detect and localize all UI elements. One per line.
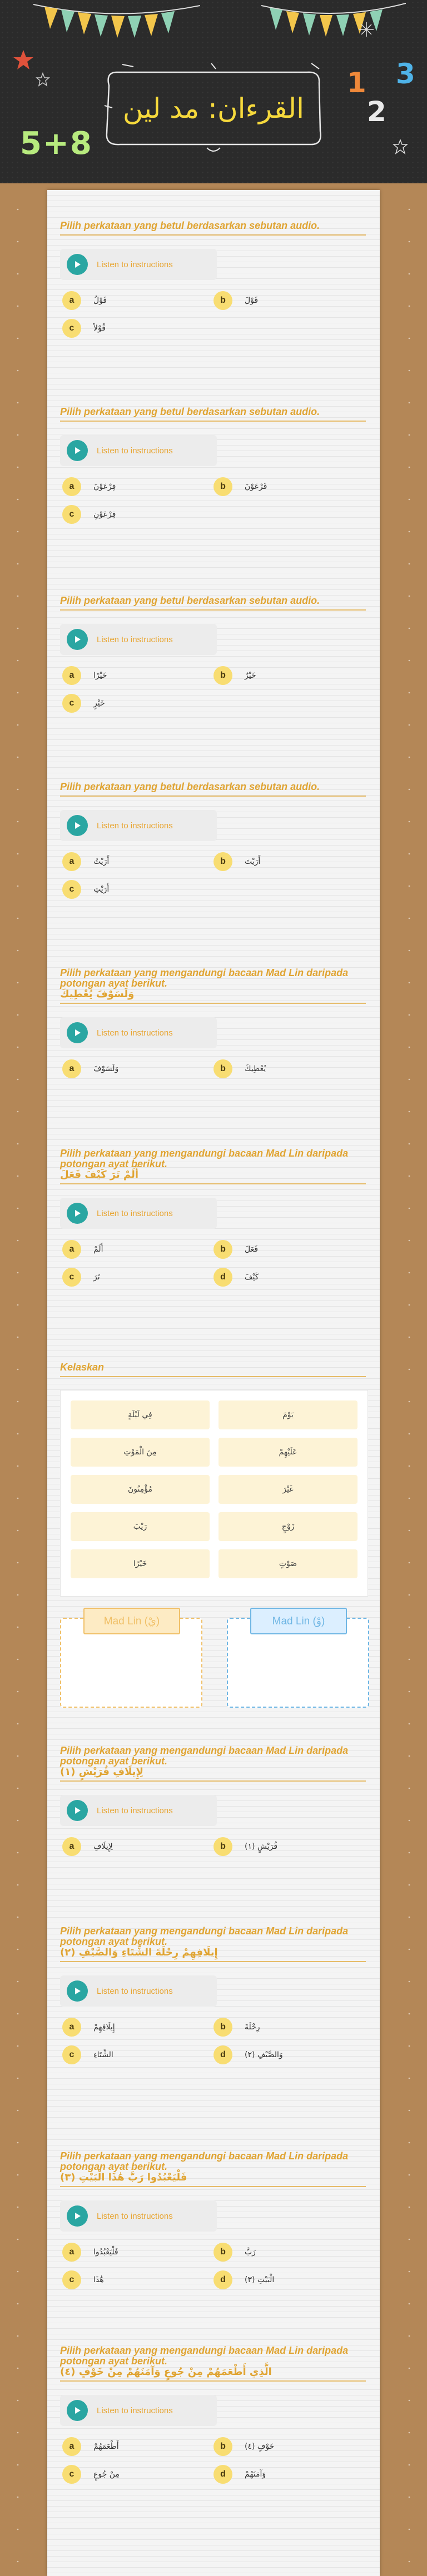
option-letter-badge: c [62, 2045, 81, 2064]
question-block [60, 968, 367, 1115]
option-letter-badge: b [214, 852, 232, 871]
listen-instructions-button[interactable] [60, 435, 217, 466]
option-text: فِرْعَوْنَ [93, 482, 116, 491]
answer-option-b[interactable] [214, 666, 256, 685]
option-text: رَبَّ [245, 2248, 256, 2257]
question-prompt-text: Pilih perkataan yang betul berdasarkan sebutan audio. [60, 220, 320, 231]
question-block [60, 2345, 367, 2493]
deco-number-3: 3 [396, 58, 415, 90]
listen-instructions-button[interactable] [60, 1975, 217, 2007]
sort-prompt-text: Kelaskan [60, 1362, 366, 1377]
question-prompt-text: Pilih perkataan yang mengandungi bacaan Mad Lin daripada potongan ayat berikut. [60, 1925, 349, 1947]
play-icon[interactable] [67, 2205, 88, 2227]
quran-verse: وَلَسَوْفَ يُعْطِيكَ [60, 988, 135, 1000]
answer-option-c[interactable] [62, 1268, 100, 1287]
quran-verse: الَّذِي أَطْعَمَهُمْ مِنْ جُوعٍ وَآمَنَهُمْ مِنْ خَوْفٍ (٤) [60, 2366, 272, 2378]
answer-option-b[interactable] [214, 1059, 266, 1078]
option-text: أَطْعَمَهُمْ [93, 2442, 119, 2451]
option-letter-badge: c [62, 505, 81, 524]
option-letter-badge: b [214, 2243, 232, 2262]
title-frame [100, 61, 327, 156]
option-letter-badge: d [214, 2465, 232, 2484]
quran-verse: أَلَمْ تَرَ كَيْفَ فَعَلَ [60, 1169, 139, 1181]
play-icon[interactable] [67, 254, 88, 275]
question-prompt [60, 596, 366, 611]
draggable-word-chip[interactable]: مِنَ الْمَوْتِ [71, 1438, 210, 1467]
question-block [60, 782, 367, 908]
question-prompt [60, 782, 366, 797]
option-letter-badge: b [214, 1837, 232, 1856]
question-block [60, 221, 367, 347]
option-letter-badge: a [62, 852, 81, 871]
option-text: أَرَيْتِ [93, 885, 110, 894]
draggable-word-chip[interactable]: صَوْتٍ [219, 1549, 358, 1578]
option-text: قُرَيْشٍ (١) [245, 1842, 278, 1851]
option-letter-badge: b [214, 1240, 232, 1259]
play-icon[interactable] [67, 1980, 88, 2002]
play-icon[interactable] [67, 815, 88, 836]
listen-label: Listen to instructions [97, 634, 173, 644]
option-letter-badge: c [62, 319, 81, 338]
answer-option-d[interactable] [214, 2045, 283, 2064]
option-letter-badge: a [62, 2243, 81, 2262]
option-text: قَوْلَ [245, 296, 259, 305]
option-text: خَيْرًا [93, 671, 107, 680]
answer-options [60, 666, 367, 722]
answer-option-b[interactable] [214, 2243, 256, 2262]
answer-option-b[interactable] [214, 1240, 258, 1259]
option-text: أَلَمْ [93, 1245, 103, 1254]
question-prompt-text: Pilih perkataan yang mengandungi bacaan Mad Lin daripada potongan ayat berikut. [60, 967, 349, 989]
option-text: فَرْعَوْنَ [245, 482, 267, 491]
option-text: وَالصَّيْفِ (٢) [245, 2050, 283, 2059]
answer-option-c[interactable] [62, 2465, 120, 2484]
question-block [60, 1745, 367, 1893]
option-letter-badge: a [62, 2437, 81, 2456]
deco-number-1: 1 [347, 67, 366, 99]
listen-label: Listen to instructions [97, 1986, 173, 1996]
draggable-word-chip[interactable]: يَوْمَ [219, 1400, 358, 1429]
listen-instructions-button[interactable] [60, 624, 217, 655]
option-text: فَلْيَعْبُدُوا [93, 2248, 118, 2257]
option-text: فِرْعَوْنِ [93, 510, 116, 519]
question-prompt [60, 968, 366, 1004]
question-prompt [60, 2151, 366, 2187]
listen-instructions-button[interactable] [60, 1198, 217, 1229]
question-prompt [60, 1926, 366, 1962]
header-banner [0, 0, 427, 183]
question-prompt [60, 1148, 366, 1184]
question-prompt-text: Pilih perkataan yang betul berdasarkan sebutan audio. [60, 781, 320, 792]
answer-options [60, 477, 367, 533]
quran-verse: فَلْيَعْبُدُوا رَبَّ هَٰذَا الْبَيْتِ (٣) [60, 2172, 187, 2183]
page-title: القرءان: مد لين [122, 92, 305, 124]
question-block [60, 1148, 367, 1295]
answer-option-a[interactable] [62, 1059, 118, 1078]
answer-option-b[interactable] [214, 477, 267, 496]
question-prompt-text: Pilih perkataan yang mengandungi bacaan Mad Lin daripada potongan ayat berikut. [60, 1745, 349, 1767]
answer-option-b[interactable] [214, 2437, 274, 2456]
answer-options [60, 1059, 367, 1115]
option-letter-badge: c [62, 694, 81, 713]
option-letter-badge: a [62, 477, 81, 496]
play-icon[interactable] [67, 1203, 88, 1224]
answer-option-c[interactable] [62, 505, 116, 524]
sparkle-icon [358, 21, 375, 38]
option-text: يُعْطِيكَ [245, 1064, 266, 1073]
option-text: أَرَيْتُ [93, 857, 110, 866]
answer-option-b[interactable] [214, 2018, 260, 2037]
listen-label: Listen to instructions [97, 1028, 173, 1038]
answer-option-b[interactable] [214, 1837, 277, 1856]
question-prompt [60, 407, 366, 422]
answer-option-c[interactable] [62, 694, 105, 713]
deco-number-5-plus-8: 5+8 [20, 126, 93, 162]
answer-options [60, 2243, 367, 2298]
answer-options [60, 852, 367, 908]
question-prompt [60, 2345, 366, 2382]
option-text: فَعَلَ [245, 1245, 259, 1254]
question-prompt-text: Pilih perkataan yang betul berdasarkan sebutan audio. [60, 406, 320, 417]
answer-option-a[interactable] [62, 666, 107, 685]
question-prompt [60, 221, 366, 236]
bucket-label: Mad Lin (وْ) [250, 1608, 347, 1634]
question-prompt-text: Pilih perkataan yang betul berdasarkan sebutan audio. [60, 595, 320, 606]
option-text: وَلَسَوْفَ [93, 1064, 119, 1073]
option-letter-badge: c [62, 880, 81, 899]
answer-option-a[interactable] [62, 1837, 113, 1856]
play-icon[interactable] [67, 2400, 88, 2421]
option-text: رِحْلَةَ [245, 2023, 260, 2032]
answer-options [60, 1240, 367, 1295]
answer-option-b[interactable] [214, 852, 260, 871]
quran-verse: لِإِيلَافِ قُرَيْشٍ (١) [60, 1766, 143, 1778]
question-prompt-text: Pilih perkataan yang mengandungi bacaan Mad Lin daripada potongan ayat berikut. [60, 2345, 349, 2367]
answer-option-c[interactable] [62, 880, 109, 899]
quran-verse: إِيلَافِهِمْ رِحْلَةَ الشِّتَاءِ وَالصَّيْفِ (٢) [60, 1947, 218, 1958]
sort-prompt [60, 1362, 367, 1377]
draggable-word-chip[interactable]: مُؤْمِنُونَ [71, 1475, 210, 1504]
draggable-word-chip[interactable]: فِي لَيْلَةٍ [71, 1400, 210, 1429]
answer-option-d[interactable] [214, 2270, 274, 2289]
listen-label: Listen to instructions [97, 821, 173, 831]
play-icon[interactable] [67, 1022, 88, 1043]
answer-options [60, 291, 367, 347]
listen-label: Listen to instructions [97, 446, 173, 456]
option-letter-badge: b [214, 477, 232, 496]
answer-option-a[interactable] [62, 2437, 119, 2456]
listen-instructions-button[interactable] [60, 1795, 217, 1826]
option-letter-badge: c [62, 1268, 81, 1287]
question-block [60, 1926, 367, 2073]
draggable-word-chip[interactable]: عَلَيْهِمْ [219, 1438, 358, 1467]
play-icon[interactable] [67, 629, 88, 650]
option-letter-badge: a [62, 666, 81, 685]
option-letter-badge: a [62, 291, 81, 310]
deco-number-2: 2 [367, 96, 386, 128]
option-letter-badge: d [214, 1268, 232, 1287]
option-letter-badge: a [62, 1837, 81, 1856]
question-prompt [60, 1745, 366, 1782]
worksheet-sheet [47, 190, 380, 2576]
question-block [60, 596, 367, 722]
question-prompt-text: Pilih perkataan yang mengandungi bacaan Mad Lin daripada potongan ayat berikut. [60, 1148, 349, 1169]
draggable-word-chip[interactable]: غَيْرَ [219, 1475, 358, 1504]
answer-option-a[interactable] [62, 477, 116, 496]
listen-instructions-button[interactable] [60, 249, 217, 280]
star-icon [36, 72, 50, 87]
answer-option-a[interactable] [62, 1240, 103, 1259]
option-letter-badge: b [214, 2018, 232, 2037]
listen-label: Listen to instructions [97, 1208, 173, 1218]
option-text: هَٰذَا [93, 2275, 104, 2284]
play-icon[interactable] [67, 440, 88, 461]
question-block [60, 407, 367, 533]
answer-options [60, 1837, 367, 1893]
option-text: خَيْرٍ [93, 699, 105, 708]
listen-label: Listen to instructions [97, 2405, 173, 2415]
listen-label: Listen to instructions [97, 1805, 173, 1815]
option-text: قَوْلُ [93, 296, 107, 305]
answer-option-d[interactable] [214, 1268, 259, 1287]
question-prompt-text: Pilih perkataan yang mengandungi bacaan Mad Lin daripada potongan ayat berikut. [60, 2150, 349, 2172]
star-icon [393, 139, 408, 154]
option-text: مِنْ جُوعٍ [93, 2470, 120, 2479]
answer-option-a[interactable] [62, 291, 107, 310]
answer-option-a[interactable] [62, 2243, 118, 2262]
drop-bucket-ya[interactable] [60, 1615, 202, 1708]
option-letter-badge: b [214, 666, 232, 685]
option-letter-badge: a [62, 2018, 81, 2037]
option-text: الْبَيْتِ (٣) [245, 2275, 275, 2284]
option-text: كَيْفَ [245, 1273, 259, 1282]
option-text: تَرَ [93, 1273, 100, 1282]
play-icon[interactable] [67, 1800, 88, 1821]
answer-options [60, 2018, 367, 2073]
listen-instructions-button[interactable] [60, 810, 217, 841]
listen-instructions-button[interactable] [60, 2395, 217, 2426]
draggable-word-chip[interactable]: خَيْرًا [71, 1549, 210, 1578]
bunting-left [33, 0, 200, 50]
option-letter-badge: d [214, 2045, 232, 2064]
option-letter-badge: c [62, 2465, 81, 2484]
option-letter-badge: c [62, 2270, 81, 2289]
answer-option-c[interactable] [62, 319, 106, 338]
answer-option-c[interactable] [62, 2270, 104, 2289]
draggable-word-chip[interactable]: زَوْجٍ [219, 1512, 358, 1541]
option-letter-badge: b [214, 1059, 232, 1078]
option-text: إِيلَافِهِمْ [93, 2023, 115, 2032]
answer-option-a[interactable] [62, 2018, 115, 2037]
option-text: الشِّتَاءِ [93, 2050, 113, 2059]
listen-label: Listen to instructions [97, 2211, 173, 2221]
option-text: خَوْفٍ (٤) [245, 2442, 275, 2451]
listen-label: Listen to instructions [97, 259, 173, 269]
star-icon [12, 49, 34, 71]
option-letter-badge: b [214, 291, 232, 310]
option-letter-badge: a [62, 1240, 81, 1259]
option-letter-badge: d [214, 2270, 232, 2289]
option-text: وَآمَنَهُمْ [245, 2470, 266, 2479]
sort-items-box [60, 1390, 368, 1597]
bunting-right [261, 0, 406, 50]
option-text: لِإِيلَافِ [93, 1842, 113, 1851]
option-text: أَرَيْتَ [245, 857, 261, 866]
answer-options [60, 2437, 367, 2493]
question-block [60, 2151, 367, 2298]
option-letter-badge: a [62, 1059, 81, 1078]
option-text: قُوْلاً [93, 324, 106, 333]
answer-option-b[interactable] [214, 291, 258, 310]
drop-bucket-waw[interactable] [227, 1615, 369, 1708]
answer-option-d[interactable] [214, 2465, 266, 2484]
option-text: خَيْرٌ [245, 671, 256, 680]
listen-instructions-button[interactable] [60, 2200, 217, 2232]
draggable-word-chip[interactable]: رَيْبَ [71, 1512, 210, 1541]
listen-instructions-button[interactable] [60, 1017, 217, 1048]
bucket-label: Mad Lin (يْ) [83, 1608, 180, 1634]
option-letter-badge: b [214, 2437, 232, 2456]
answer-option-c[interactable] [62, 2045, 113, 2064]
answer-option-a[interactable] [62, 852, 109, 871]
